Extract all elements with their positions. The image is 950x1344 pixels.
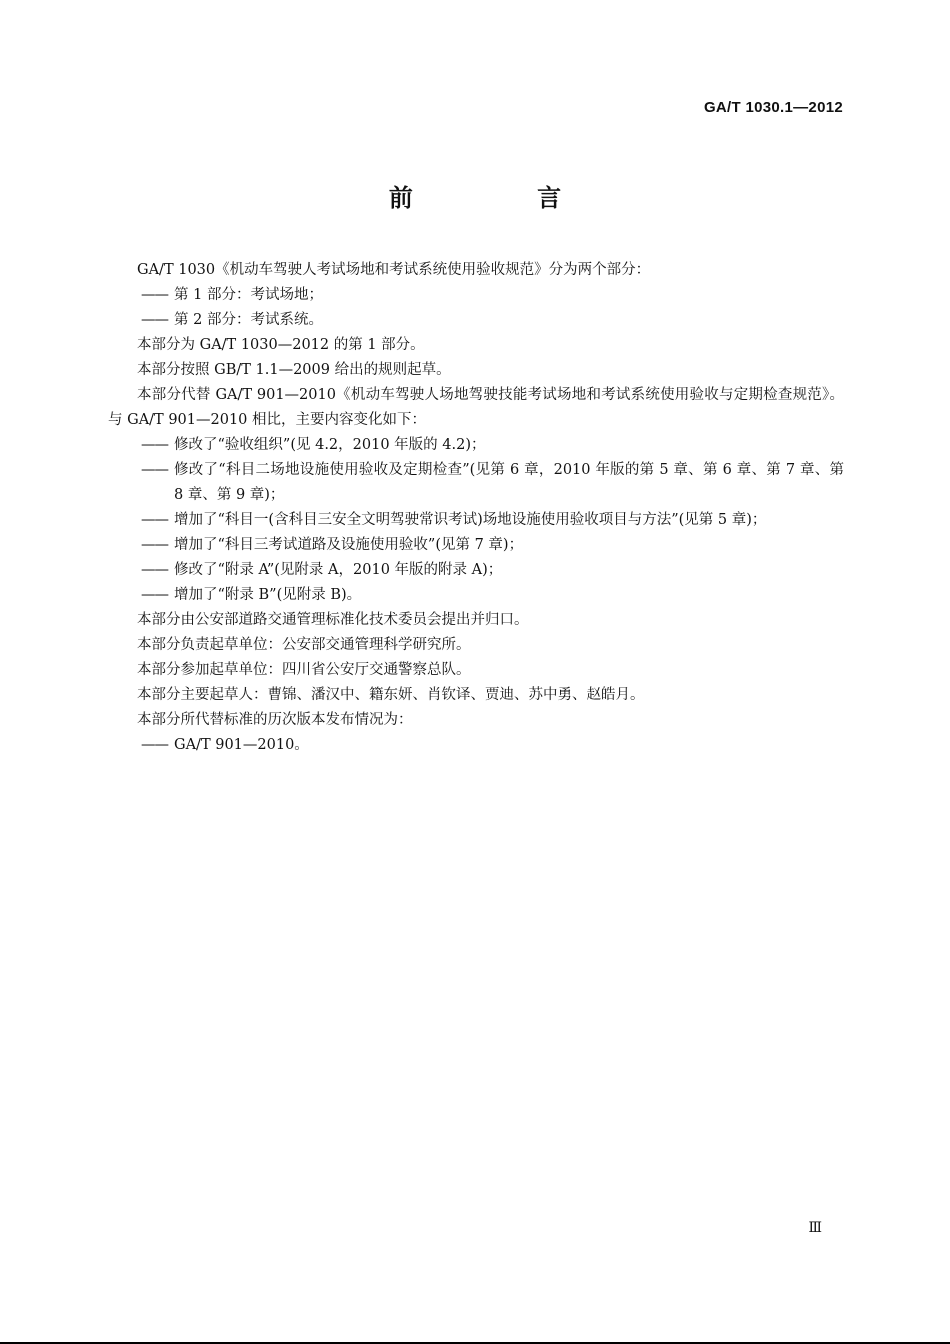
dash-marker: —— xyxy=(141,737,168,753)
list-item-change xyxy=(108,433,844,458)
dash-marker: —— xyxy=(141,562,168,578)
main-drafters-paragraph: 本部分主要起草人：曹锦、潘汉中、籍东妍、肖钦译、贾迪、苏中勇、赵皓月。 xyxy=(137,687,645,703)
change-text: 增加了“科目一(含科目三安全文明驾驶常识考试)场地设施使用验收项目与方法”(见第 5 章)； xyxy=(174,512,767,528)
list-item-change xyxy=(108,458,844,508)
page-title: 前 言 xyxy=(388,184,620,212)
change-text: 增加了“附录 B”(见附录 B)。 xyxy=(174,587,362,603)
list-item-change xyxy=(108,583,844,608)
history-intro-paragraph: 本部分所代替标准的历次版本发布情况为： xyxy=(137,712,413,728)
change-text: 修改了“科目二场地设施使用验收及定期检查”(见第 6 章，2010 年版的第 5 章、第 6 章、第 7 章、第 8 章、第 9 章)； xyxy=(174,462,844,503)
list-item-history xyxy=(108,733,844,758)
list-item-change xyxy=(108,533,844,558)
page-number: Ⅲ xyxy=(808,1220,822,1236)
intro-paragraph: GA/T 1030《机动车驾驶人考试场地和考试系统使用验收规范》分为两个部分： xyxy=(137,262,651,278)
list-item-change xyxy=(108,558,844,583)
part-text: 第 2 部分：考试系统。 xyxy=(174,312,323,328)
proposed-by-paragraph: 本部分由公安部道路交通管理标准化技术委员会提出并归口。 xyxy=(137,612,529,628)
dash-marker: —— xyxy=(141,437,168,453)
dash-marker: —— xyxy=(141,287,168,303)
foreword-body xyxy=(108,258,844,758)
part-text: 第 1 部分：考试场地； xyxy=(174,287,323,303)
list-item-change xyxy=(108,508,844,533)
drafting-rules-paragraph: 本部分按照 GB/T 1.1—2009 给出的规则起草。 xyxy=(137,362,451,378)
dash-marker: —— xyxy=(141,537,168,553)
dash-marker: —— xyxy=(141,312,168,328)
change-text: 修改了“附录 A”(见附录 A，2010 年版的附录 A)； xyxy=(174,562,503,578)
standard-code: GA/T 1030.1—2012 xyxy=(703,99,843,116)
participating-drafter-paragraph: 本部分参加起草单位：四川省公安厅交通警察总队。 xyxy=(137,662,471,678)
this-part-paragraph: 本部分为 GA/T 1030—2012 的第 1 部分。 xyxy=(137,337,425,353)
responsible-drafter-paragraph: 本部分负责起草单位：公安部交通管理科学研究所。 xyxy=(137,637,471,653)
dash-marker: —— xyxy=(141,512,168,528)
dash-marker: —— xyxy=(141,587,168,603)
list-item-part xyxy=(108,308,844,333)
dash-marker: —— xyxy=(141,462,168,478)
history-text: GA/T 901—2010。 xyxy=(174,737,309,753)
change-text: 增加了“科目三考试道路及设施使用验收”(见第 7 章)； xyxy=(174,537,524,553)
change-text: 修改了“验收组织”(见 4.2，2010 年版的 4.2)； xyxy=(174,437,486,453)
list-item-part xyxy=(108,283,844,308)
replaces-paragraph: 本部分代替 GA/T 901—2010《机动车驾驶人场地驾驶技能考试场地和考试系统使用验收与定期检查规范》。与 GA/T 901—2010 相比，主要内容变化如下： xyxy=(108,387,844,428)
